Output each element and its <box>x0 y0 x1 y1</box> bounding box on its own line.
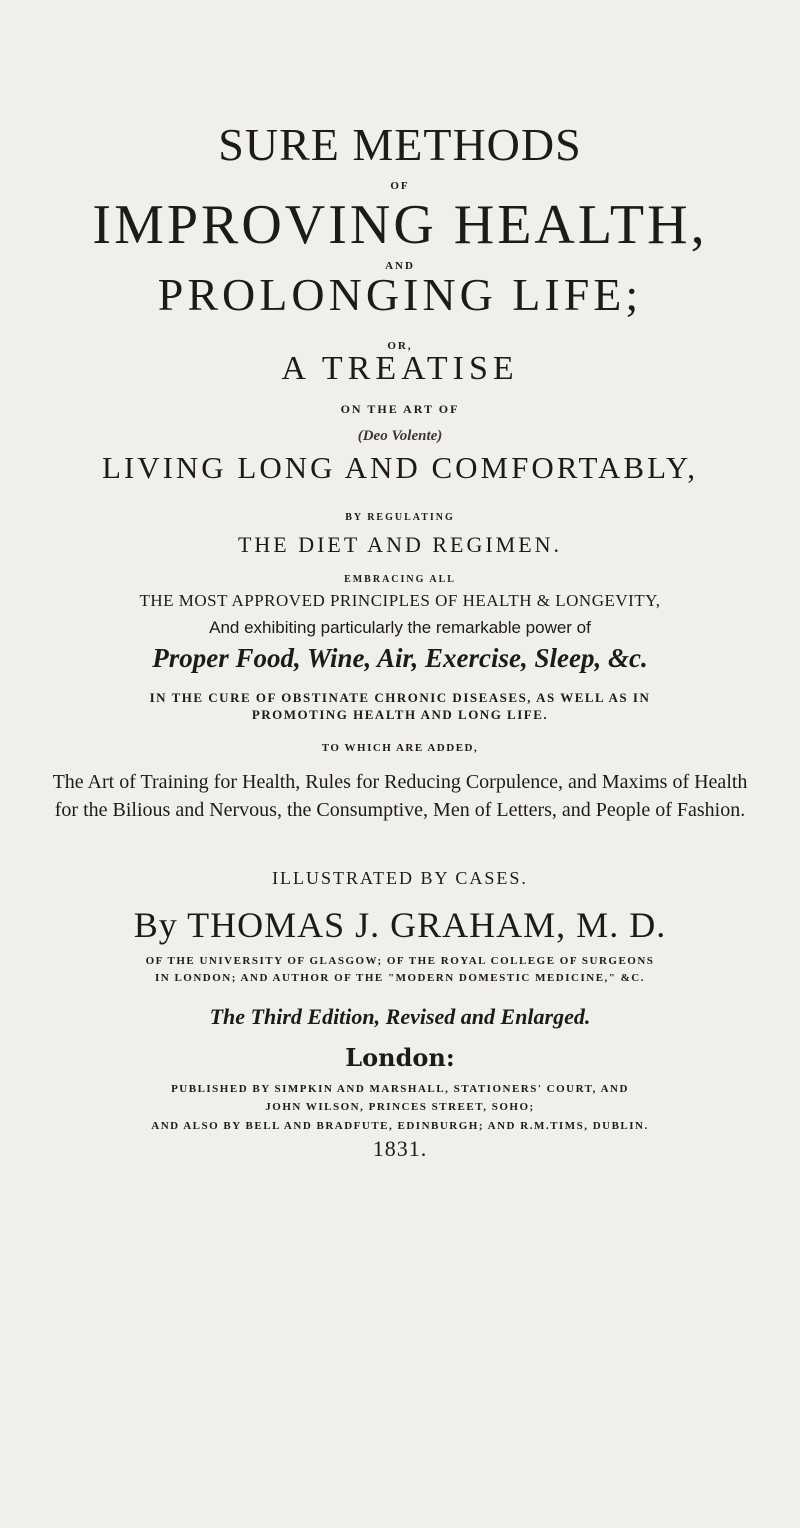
subtitle-treatise: A TREATISE <box>281 350 519 387</box>
promoting-line: PROMOTING HEALTH AND LONG LIFE. <box>251 707 549 722</box>
connector-or: OR, <box>387 340 413 352</box>
embracing-all: EMBRACING ALL <box>344 574 456 585</box>
diet-regimen-line: THE DIET AND REGIMEN. <box>237 532 563 557</box>
title-line-2: IMPROVING HEALTH, <box>92 194 708 256</box>
principles-line: THE MOST APPROVED PRINCIPLES OF HEALTH & LONGEVITY, <box>139 591 661 610</box>
to-which-added: TO WHICH ARE ADDED, <box>321 742 479 754</box>
publisher-line-1: PUBLISHED BY SIMPKIN AND MARSHALL, STATIONERS' COURT, AND <box>171 1083 629 1095</box>
publisher-line-3: AND ALSO BY BELL AND BRADFUTE, EDINBURGH; AND R.M.TIMS, DUBLIN. <box>151 1120 649 1132</box>
title-line-3: PROLONGING LIFE; <box>157 269 643 320</box>
author-credentials-1: OF THE UNIVERSITY OF GLASGOW; OF THE ROYAL COLLEGE OF SURGEONS <box>145 955 655 967</box>
title-line-1: SURE METHODS <box>218 119 582 170</box>
exhibiting-line: And exhibiting particularly the remarkable power of <box>209 618 591 637</box>
added-contents-paragraph: The Art of Training for Health, Rules for Reducing Corpulence, and Maxims of Health for the Bilious and Nervous, the Consumptive, Men of Letters, and People of Fashion. <box>52 771 748 821</box>
deo-volente: (Deo Volente) <box>357 428 443 444</box>
living-long-line: LIVING LONG AND COMFORTABLY, <box>101 450 699 485</box>
on-the-art-of: ON THE ART OF <box>340 402 460 416</box>
edition-line: The Third Edition, Revised and Enlarged. <box>209 1004 591 1029</box>
proper-food-line: Proper Food, Wine, Air, Exercise, Sleep, &c. <box>152 643 648 673</box>
cure-line: IN THE CURE OF OBSTINATE CHRONIC DISEASES, AS WELL AS IN <box>149 690 651 705</box>
connector-of: OF <box>390 180 410 192</box>
author-line: By THOMAS J. GRAHAM, M. D. <box>133 905 667 945</box>
imprint-place: London: <box>345 1043 455 1072</box>
author-credentials-2: IN LONDON; AND AUTHOR OF THE "MODERN DOMESTIC MEDICINE," &C. <box>155 972 645 984</box>
publisher-line-2: JOHN WILSON, PRINCES STREET, SOHO; <box>265 1101 535 1113</box>
by-regulating: BY REGULATING <box>345 512 455 523</box>
connector-and: AND <box>385 260 415 272</box>
illustrated-by-cases: ILLUSTRATED BY CASES. <box>272 868 528 888</box>
publication-year: 1831. <box>372 1136 428 1161</box>
